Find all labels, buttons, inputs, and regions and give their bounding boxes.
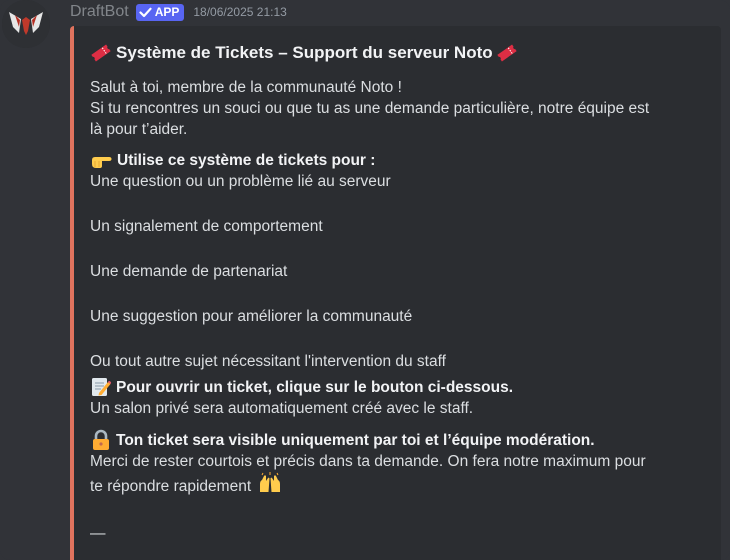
trailing-dash: —	[90, 525, 106, 542]
intro-line: là pour t’aider.	[90, 121, 188, 138]
ticket-icon	[496, 42, 518, 64]
usage-heading	[90, 150, 710, 171]
bot-avatar[interactable]	[2, 0, 50, 48]
ticket-icon	[90, 42, 112, 64]
intro-text	[90, 77, 710, 140]
app-badge	[136, 4, 185, 21]
open-heading	[90, 376, 710, 398]
embed-title	[90, 41, 710, 65]
privacy-line: Merci de rester courtois et précis dans ta demande. On fera notre maximum pour	[90, 453, 646, 470]
embed-content	[90, 41, 710, 544]
message-header	[70, 1, 287, 23]
usage-list	[90, 171, 710, 372]
list-item: Un signalement de comportement	[90, 218, 323, 235]
message-timestamp[interactable]: 18/06/2025 21:13	[193, 5, 287, 19]
pointing-hand-icon	[90, 151, 114, 171]
list-item: Une demande de partenariat	[90, 263, 288, 280]
embed-card	[70, 26, 721, 560]
list-item: Ou tout autre sujet nécessitant l'intervention du staff	[90, 353, 446, 370]
draftbot-logo-icon	[2, 0, 50, 48]
privacy-line	[90, 472, 710, 497]
open-heading-text: Pour ouvrir un ticket, clique sur le bouton ci-dessous.	[116, 378, 514, 396]
open-text: Un salon privé sera automatiquement créé avec le staff.	[90, 400, 474, 417]
intro-line: Salut à toi, membre de la communauté Noto !	[90, 79, 402, 96]
lock-icon	[90, 429, 112, 451]
bot-username[interactable]: DraftBot	[70, 3, 129, 20]
privacy-text	[90, 451, 710, 497]
privacy-line-text: te répondre rapidement	[90, 478, 252, 495]
app-badge-label: APP	[154, 5, 180, 19]
checkmark-icon	[139, 7, 152, 18]
list-item: Une suggestion pour améliorer la communauté	[90, 308, 413, 325]
list-item: Une question ou un problème lié au serveur	[90, 173, 391, 190]
privacy-heading	[90, 429, 710, 451]
usage-heading-text: Utilise ce système de tickets pour :	[117, 152, 376, 169]
embed-title-text: Système de Tickets – Support du serveur Noto	[116, 43, 493, 62]
raised-hands-icon	[257, 472, 283, 494]
intro-line: Si tu rencontres un souci ou que tu as une demande particulière, notre équipe est	[90, 100, 650, 117]
privacy-heading-text: Ton ticket sera visible uniquement par toi et l’équipe modération.	[116, 431, 595, 449]
memo-icon	[90, 376, 112, 398]
